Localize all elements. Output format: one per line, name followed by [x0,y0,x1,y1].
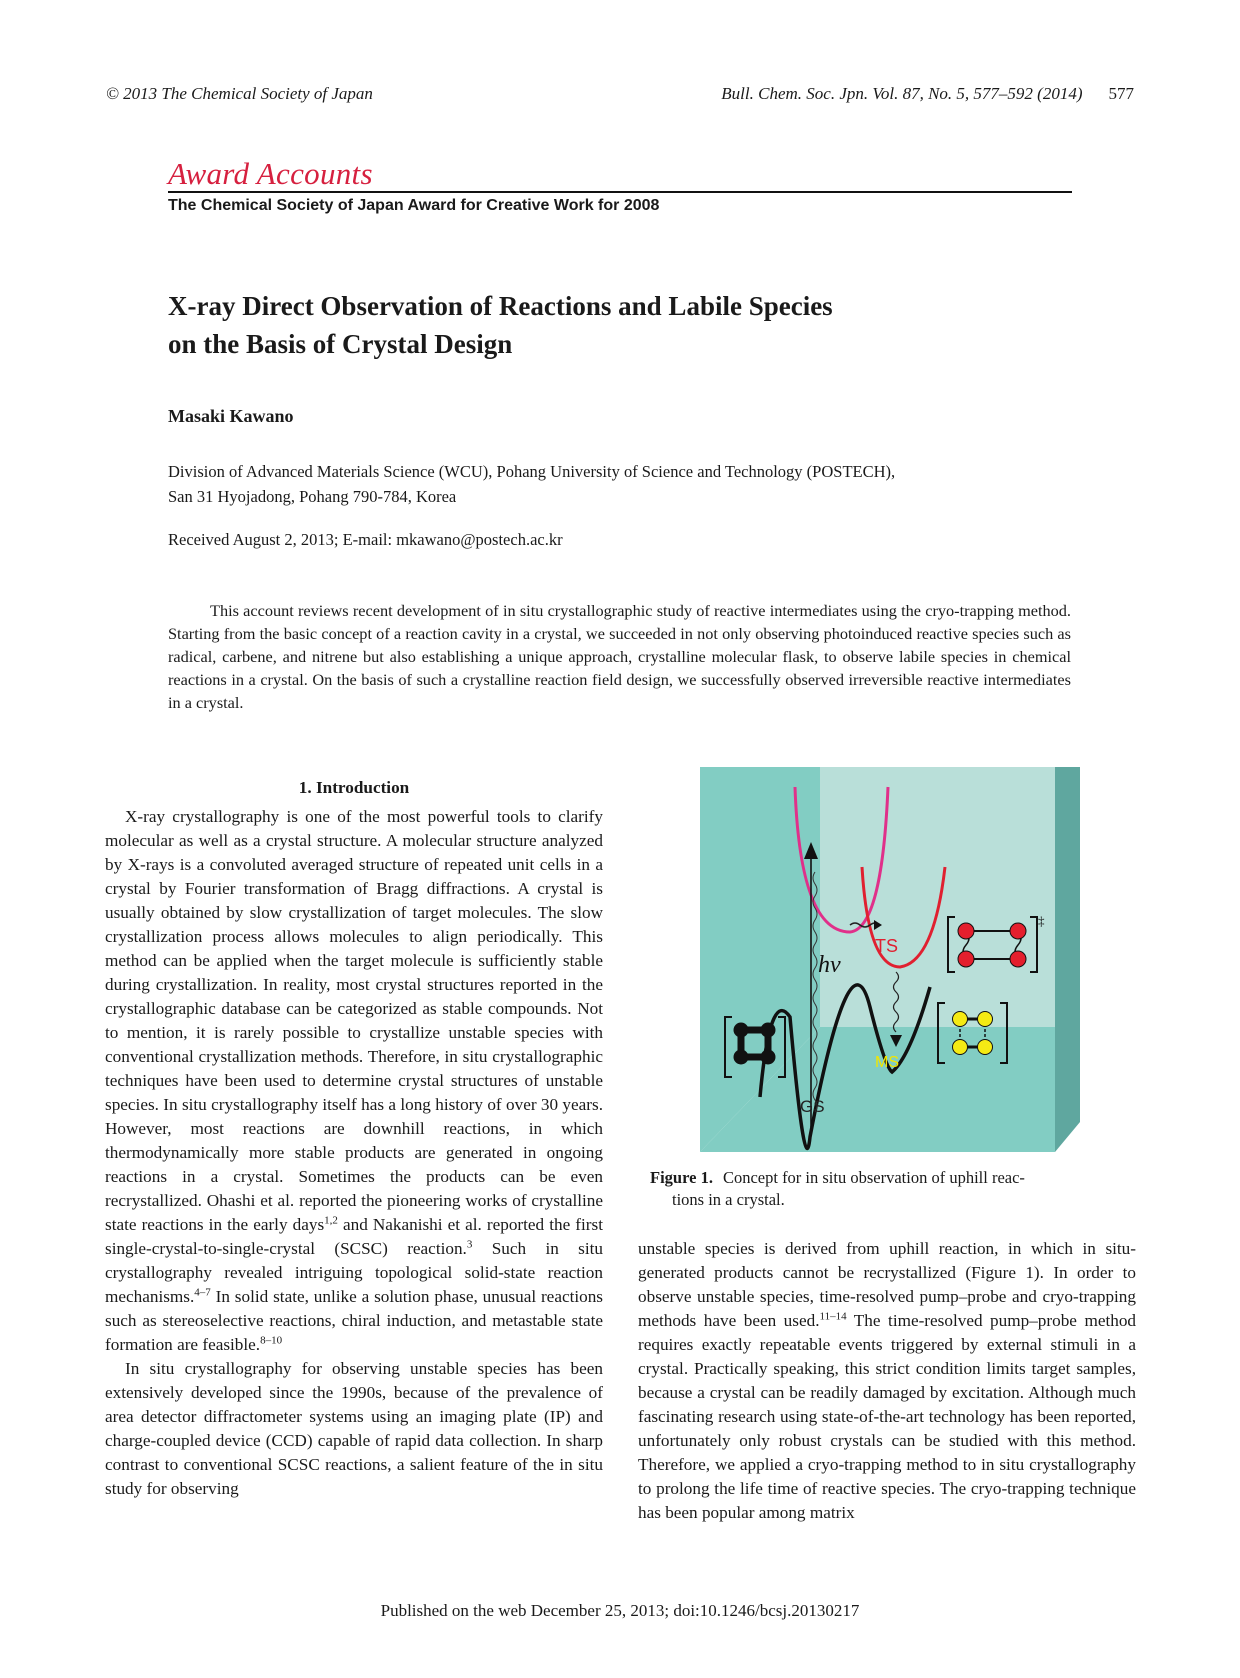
figure-1-caption [650,1167,1110,1211]
intro-paragraph-1: X-ray crystallography is one of the most powerful tools to clarify molecular as well as a crystal structure. A molecular structure analyzed by X-rays is a convoluted averaged structure of repeated unit cells in a crystal by Fourier transformation of Bragg diffractions. A crystal is usually obtained by slow crystallization of target molecules. The slow crystallization process allows molecules to align periodically. This method can be applied when the target molecule is sufficiently stable during crystallization. In reality, most crystal structures reported in the crystallographic database can be categorized as stable compounds. Not to mention, it is rarely possible to crystallize unstable species with conventional crystallization methods. Therefore, in situ crystallographic techniques have been used to determine crystal structures of unstable species. In situ crystallography itself has a long history of over 30 years. However, most reactions are downhill reactions, in which thermodynamically more stable products are generated in ongoing reactions in a crystal. Sometimes the products can be even recrystallized. Ohashi et al. reported the pioneering works of crystalline state reactions in the early days$^{1,2}$ and Nakanishi et al. reported the first single-crystal-to-single-crystal (SCSC) reaction.$^3$ Such in situ crystallography revealed intriguing topological solid-state reaction mechanisms.$^{4-7}$ In solid state, unlike a solution phase, unusual reactions such as stereoselective reactions, chiral induction, and metastable state formation are feasible.$^{8-10}$ [105,807,604,1354]
award-accounts-title: Award Accounts [168,156,373,191]
dagger-symbol: ‡ [1038,913,1045,928]
affiliation-line1: Division of Advanced Materials Science (WCU), Pohang University of Science and Technology (POSTECH), [168,462,896,481]
figure-caption-line2: tions in a crystal. [672,1190,785,1209]
cube-back-wall [820,767,1055,1027]
header-journal: Bull. Chem. Soc. Jpn. Vol. 87, No. 5, 577–592 (2014) [721,84,1083,103]
cube-side-face [1055,767,1080,1152]
figure-label: Figure 1. [650,1168,713,1187]
hv-label: hν [818,952,841,978]
citation: 11–14 [819,1310,847,1323]
right-column [638,1237,1136,1525]
figure-1 [700,767,1080,1152]
footer-publication-info: Published on the web December 25, 2013; doi:10.1246/bcsj.20130217 [380,1601,860,1620]
section-heading-introduction: 1. Introduction [298,778,410,797]
affiliation [168,459,1068,509]
citation: 4–7 [194,1286,211,1299]
abstract: This account reviews recent development of in situ crystallographic study of reactive intermediates using the cryo-trapping method. Starting from the basic concept of a reaction cavity in a crystal, we succeeded in not only observing photoinduced reactive species such as radical, carbene, and nitrene but also establishing a unique approach, crystalline molecular flask, to observe labile species in chemical reactions in a crystal. On the basis of such a crystalline reaction field design, we successfully observed irreversible reactive intermediates in a crystal. [168,601,1071,712]
author-name: Masaki Kawano [168,406,294,426]
received-date: Received August 2, 2013; E-mail: mkawano@postech.ac.kr [168,530,563,549]
citation: 3 [466,1238,473,1251]
left-column [105,776,603,1501]
intro-paragraph-2: In situ crystallography for observing unstable species has been extensively developed since the 1990s, because of the prevalence of area detector diffractometer systems using an imaging plate (IP) and charge-coupled device (CCD) capable of rapid data collection. In sharp contrast to conventional SCSC reactions, a salient feature of the in situ study for observing [105,1359,603,1498]
award-rule [168,191,1072,193]
article-title-line1: X-ray Direct Observation of Reactions and Labile Species [168,291,833,321]
affiliation-line2: San 31 Hyojadong, Pohang 790-784, Korea [168,487,457,506]
gs-label: GS [800,1097,825,1116]
page-number: 577 [1108,84,1134,103]
uphill-reaction-diagram [700,767,1080,1152]
article-title [168,287,968,363]
article-title-line2: on the Basis of Crystal Design [168,329,513,359]
header-journal-info [721,84,1134,104]
citation: 1,2 [324,1214,338,1227]
intro-paragraph-3: unstable species is derived from uphill reaction, in which in situ-generated products cannot be recrystallized (Figure 1). In order to observe unstable species, time-resolved pump–probe and cryo-trapping methods have been used.$^{11-14}$ The time-resolved pump–probe method requires exactly repeatable events triggered by external stimuli in a crystal. Practically speaking, this strict condition limits target samples, because a crystal can be readily damaged by excitation. Although much fascinating research using state-of-the-art technology has been reported, unfortunately only robust crystals can be studied with this method. Therefore, we applied a cryo-trapping method to in situ crystallography to prolong the life time of reactive species. The cryo-trapping technique has been popular among matrix [638,1239,1137,1522]
citation: 8–10 [260,1334,283,1347]
ms-label: MS [875,1054,899,1071]
header-copyright: © 2013 The Chemical Society of Japan [106,84,373,103]
ts-label: TS [875,936,899,956]
figure-caption-line1: Concept for in situ observation of uphill reac- [722,1168,1025,1187]
award-subtitle: The Chemical Society of Japan Award for Creative Work for 2008 [168,197,660,214]
